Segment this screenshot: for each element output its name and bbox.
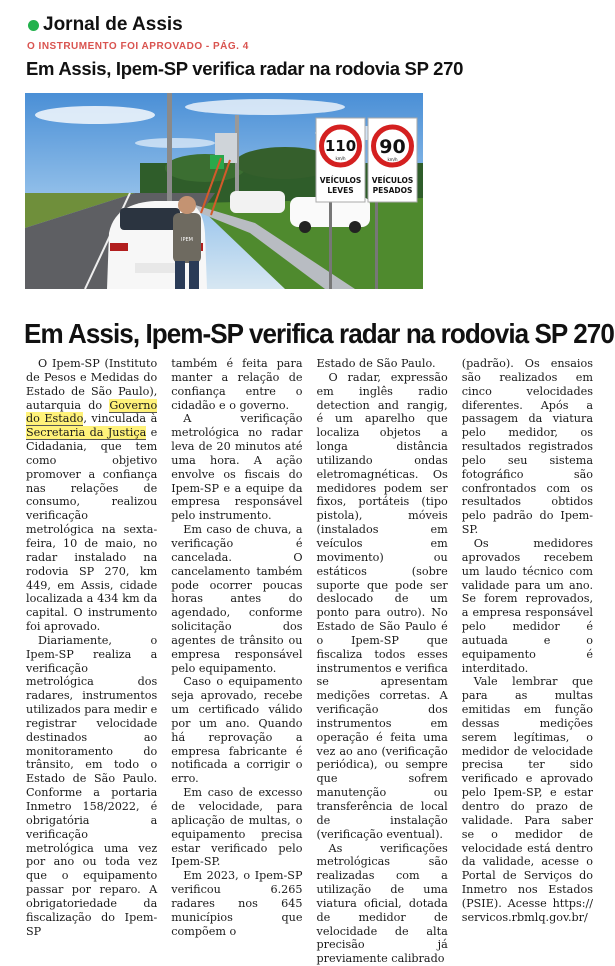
section-label: O INSTRUMENTO FOI APROVADO - PÁG. 4 — [27, 41, 249, 52]
paragraph: As verificações metrológicas são realizadas com a utilização de uma viatura oficial, dotada de medidor de velocidade de alta precisão já previamente calibrado — [316, 841, 448, 966]
vest-label: IPEM — [181, 237, 193, 243]
paragraph: O radar, expressão em inglês radio detection and rangig, é um aparelho que localiza objetos a longa distância utilizando ondas eletromagnéticas. Os medidores podem ser fixos, portáteis (tipo pistola), móveis (instalados em veículos em movimento) ou estáticos (sobre suporte que pode ser deslocado de um ponto para outro). No Estado de São Paulo é o Ipem-SP que fiscaliza todos esses instrumentos e verifica se apresentam medições corretas. A verificação dos instrumentos em operação é feita uma vez ao ano (verificação periódica), ou sempre que sofrem manutenção ou transferência de local de instalação (verificação eventual). — [316, 370, 448, 841]
sign-left-line1: VEÍCULOS — [319, 176, 362, 185]
paragraph: O Ipem-SP (Instituto de Pesos e Medidas do Estado de São Paulo), autarquia do Governo do Estado, vinculada à Secretaria da Justiça e Cidadania, que tem como objetivo promover a confiança nas relações de consumo, realizou verificação metrológica na sexta-feira, 10 de maio, no radar instalado na rodovia SP 270, km 449, em Assis, cidade localizada a 434 km da capital. O instrumento foi aprovado. — [26, 357, 158, 634]
newspaper-title: Jornal de Assis — [43, 14, 183, 35]
paragraph: também é feita para manter a relação de confiança entre o cidadão e o governo. — [171, 357, 303, 412]
masthead — [28, 14, 183, 36]
sign-left-unit: km/h — [335, 156, 346, 161]
paragraph: Diariamente, o Ipem-SP realiza a verificação metrológica dos radares, instrumentos utilizados para medir e registrar velocidade destinados ao monitoramento do trânsito, em todo o Estado de São Paulo. Conforme a portaria Inmetro 158/2022, é obrigatória a verificação metrológica uma vez por ano ou toda vez que o equipamento passar por reparo. A obrigatoriedade da fiscalização do Ipem-SP — [26, 633, 158, 938]
article-column-1 — [26, 357, 157, 966]
highlight-secretaria: Secretaria da Justiça — [26, 426, 147, 440]
paragraph: A verificação metrológica no radar leva de 20 minutos até uma hora. A ação envolve os fiscais do Ipem-SP e a equipe da empresa responsável pelo instrumento. — [171, 412, 303, 523]
paragraph: Vale lembrar que para as multas emitidas em função dessas medições serem legítimas, o medidor de velocidade precisa ter sido verificado e aprovado pelo Ipem-SP, e estar dentro do prazo de validade. Para saber se o medidor de velocidade está dentro da validade, acesse o Portal de Serviços do Inmetro nos Estados (PSIE). Acesse https:// servicos.rbmlq.gov.br/ — [461, 675, 593, 924]
sign-left-limit: 110 — [324, 137, 357, 155]
clipping-headline: Em Assis, Ipem-SP verifica radar na rodovia SP 270 — [26, 58, 464, 79]
paragraph: Em caso de excesso de velocidade, para aplicação de multas, o equipamento precisa estar verificado pelo Ipem-SP. — [171, 786, 303, 869]
article-column-3 — [317, 357, 448, 966]
paragraph: Estado de São Paulo. — [316, 357, 436, 370]
paragraph: Em 2023, o Ipem-SP verificou 6.265 radares nos 645 municípios que compõem o — [171, 869, 303, 938]
sign-right-line2: PESADOS — [372, 186, 413, 195]
sign-right-unit: km/h — [387, 157, 398, 162]
article-body — [26, 357, 593, 966]
article-column-2 — [171, 357, 302, 966]
paragraph: (padrão). Os ensaios são realizados em cinco velocidades diferentes. Após a passagem da viatura pelo medidor, os resultados registrados pelo seu sistema fotográfico são confrontados com os resultados obtidos pelo padrão do Ipem-SP. — [461, 357, 593, 537]
green-dot-icon — [28, 20, 39, 31]
sign-right-line1: VEÍCULOS — [371, 176, 414, 185]
article-column-4 — [462, 357, 593, 966]
sign-right-limit: 90 — [379, 136, 406, 158]
highlight-governo: Governo do Estado — [26, 398, 158, 426]
sign-left-line2: LEVES — [327, 186, 354, 195]
paragraph: Os medidores aprovados recebem um laudo técnico com validade para um ano. Se forem reprovados, a empresa responsável pelo medidor é autuada e o equipamento é interditado. — [461, 536, 593, 675]
paragraph: Em caso de chuva, a verificação é cancelada. O cancelamento também pode ocorrer poucas horas antes do agendado, conforme solicitação dos agentes de trânsito ou empresa responsável pelo equipamento. — [171, 523, 303, 675]
main-headline: Em Assis, Ipem-SP verifica radar na rodovia SP 270 — [24, 318, 614, 349]
article-photo — [25, 93, 423, 289]
paragraph: Caso o equipamento seja aprovado, recebe um certificado válido por um ano. Quando há reprovação a empresa fabricante é notificada a corrigir o erro. — [171, 675, 303, 786]
